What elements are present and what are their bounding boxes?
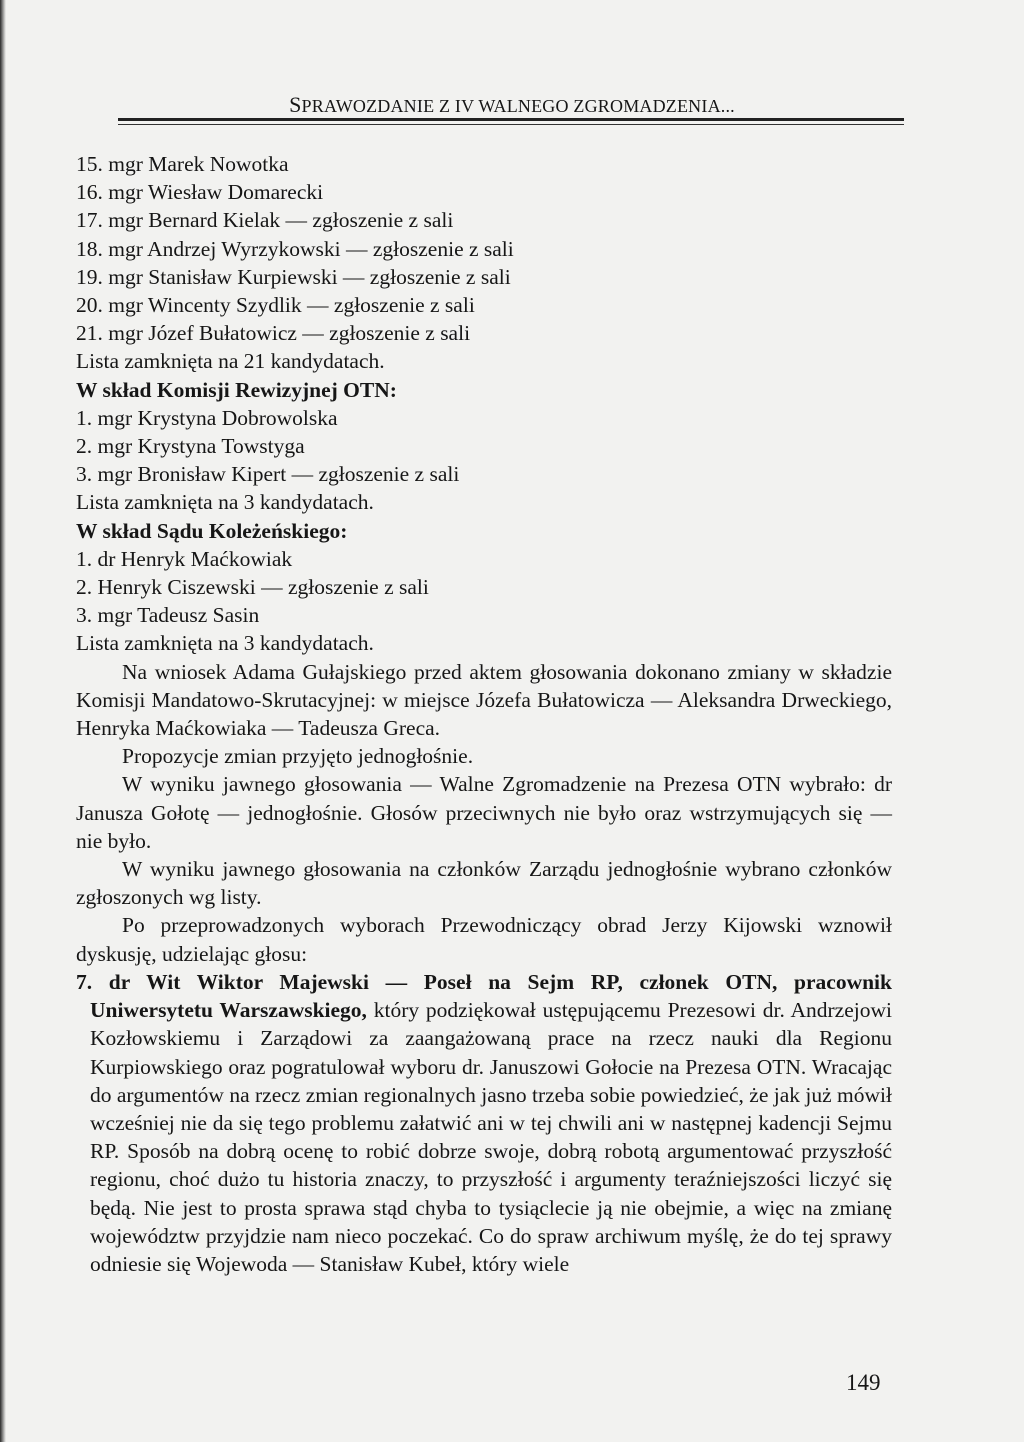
- list-item: 21. mgr Józef Bułatowicz — zgłoszenie z sali: [76, 321, 471, 346]
- paragraph: W wyniku jawnego głosowania na członków Zarządu jednogłośnie wybrano członków zgłoszonych wg listy.: [76, 857, 892, 910]
- speech-entry: [76, 968, 892, 1278]
- speaker-affiliation: Uniwersytetu Warszawskiego,: [90, 998, 367, 1023]
- list-closed-note: Lista zamknięta na 21 kandydatach.: [76, 349, 385, 374]
- sad-list: [76, 545, 892, 658]
- zarzad-list: [76, 150, 892, 376]
- list-closed-note: Lista zamknięta na 3 kandydatach.: [76, 631, 374, 656]
- paragraph: Po przeprowadzonych wyborach Przewodniczący obrad Jerzy Kijowski wznowił dyskusję, udzielając głosu:: [76, 913, 892, 966]
- speaker-heading: 7. dr Wit Wiktor Majewski — Poseł na Sejm RP, członek OTN, pracownik: [76, 969, 892, 994]
- speech-body: [76, 996, 892, 1278]
- header-initial: S: [289, 92, 302, 117]
- list-item: 2. mgr Krystyna Towstyga: [76, 434, 305, 459]
- header-title: PRAWOZDANIE Z IV WALNEGO ZGROMADZENIA...: [301, 96, 735, 116]
- list-item: 1. dr Henryk Maćkowiak: [76, 546, 293, 571]
- list-item: 2. Henryk Ciszewski — zgłoszenie z sali: [76, 575, 429, 600]
- header-rule-thin: [118, 124, 904, 125]
- list-item: 17. mgr Bernard Kielak — zgłoszenie z sali: [76, 208, 454, 233]
- paragraph: Na wniosek Adama Gułajskiego przed aktem głosowania dokonano zmiany w składzie Komisji Mandatowo-Skrutacyjnej: w miejsce Józefa Bułatowicza — Aleksandra Drweckiego, Henryka Maćkowiaka — Tadeusza Greca.: [76, 659, 892, 741]
- paragraph: Propozycje zmian przyjęto jednogłośnie.: [122, 744, 474, 769]
- list-item: 19. mgr Stanisław Kurpiewski — zgłoszenie z sali: [76, 264, 511, 289]
- section-heading-sad: W skład Sądu Koleżeńskiego:: [76, 518, 348, 543]
- list-item: 1. mgr Krystyna Dobrowolska: [76, 405, 338, 430]
- paragraph: W wyniku jawnego głosowania — Walne Zgromadzenie na Prezesa OTN wybrało: dr Janusza Gołotę — jednogłośnie. Głosów przeciwnych nie było oraz wstrzymujących się — nie było.: [76, 772, 892, 853]
- list-closed-note: Lista zamknięta na 3 kandydatach.: [76, 490, 374, 515]
- list-item: 20. mgr Wincenty Szydlik — zgłoszenie z sali: [76, 293, 475, 318]
- header-rule-thick: [118, 118, 904, 121]
- rewizyjna-list: [76, 404, 892, 517]
- list-item: 15. mgr Marek Nowotka: [76, 152, 289, 176]
- running-header: [120, 92, 904, 118]
- speech-text: który podziękował ustępującemu Prezesowi dr. Andrzejowi Kozłowskiemu i Zarządowi za zaangażowaną prace na rzecz nauki dla Regionu Kurpiowskiego oraz pogratulował wyboru dr. Januszowi Gołocie na Prezesa OTN. Wracając do argumentów na rzecz zmian regionalnych jasno trzeba sobie powiedzieć, że jak już mówił wcześniej nie da się tego problemu załatwić ani w tej chwili ani w następnej kadencji Sejmu RP. Sposób na dobrą ocenę to robić dobrze swoje, dobrą robotą argumentować przyszłość regionu, choć dużo tu historia znaczy, to przyszłość i argumenty teraźniejszości liczyć się będą. Nie jest to prosta sprawa stąd chyba to tysiąclecie ją nie obejmie, a więc na zmianę województw przyjdzie nam nieco poczekać. Co do spraw archiwum myślę, że do tej sprawy odniesie się Wojewoda — Stanisław Kubeł, który wiele: [90, 998, 892, 1276]
- page-edge-shadow: [0, 0, 6, 1442]
- page-body: [76, 150, 892, 1278]
- list-item: 16. mgr Wiesław Domarecki: [76, 180, 324, 205]
- section-heading-rewizyjna: W skład Komisji Rewizyjnej OTN:: [76, 377, 397, 402]
- page-number: 149: [846, 1370, 881, 1395]
- list-item: 3. mgr Tadeusz Sasin: [76, 603, 260, 628]
- list-item: 3. mgr Bronisław Kipert — zgłoszenie z sali: [76, 462, 460, 487]
- list-item: 18. mgr Andrzej Wyrzykowski — zgłoszenie z sali: [76, 236, 514, 261]
